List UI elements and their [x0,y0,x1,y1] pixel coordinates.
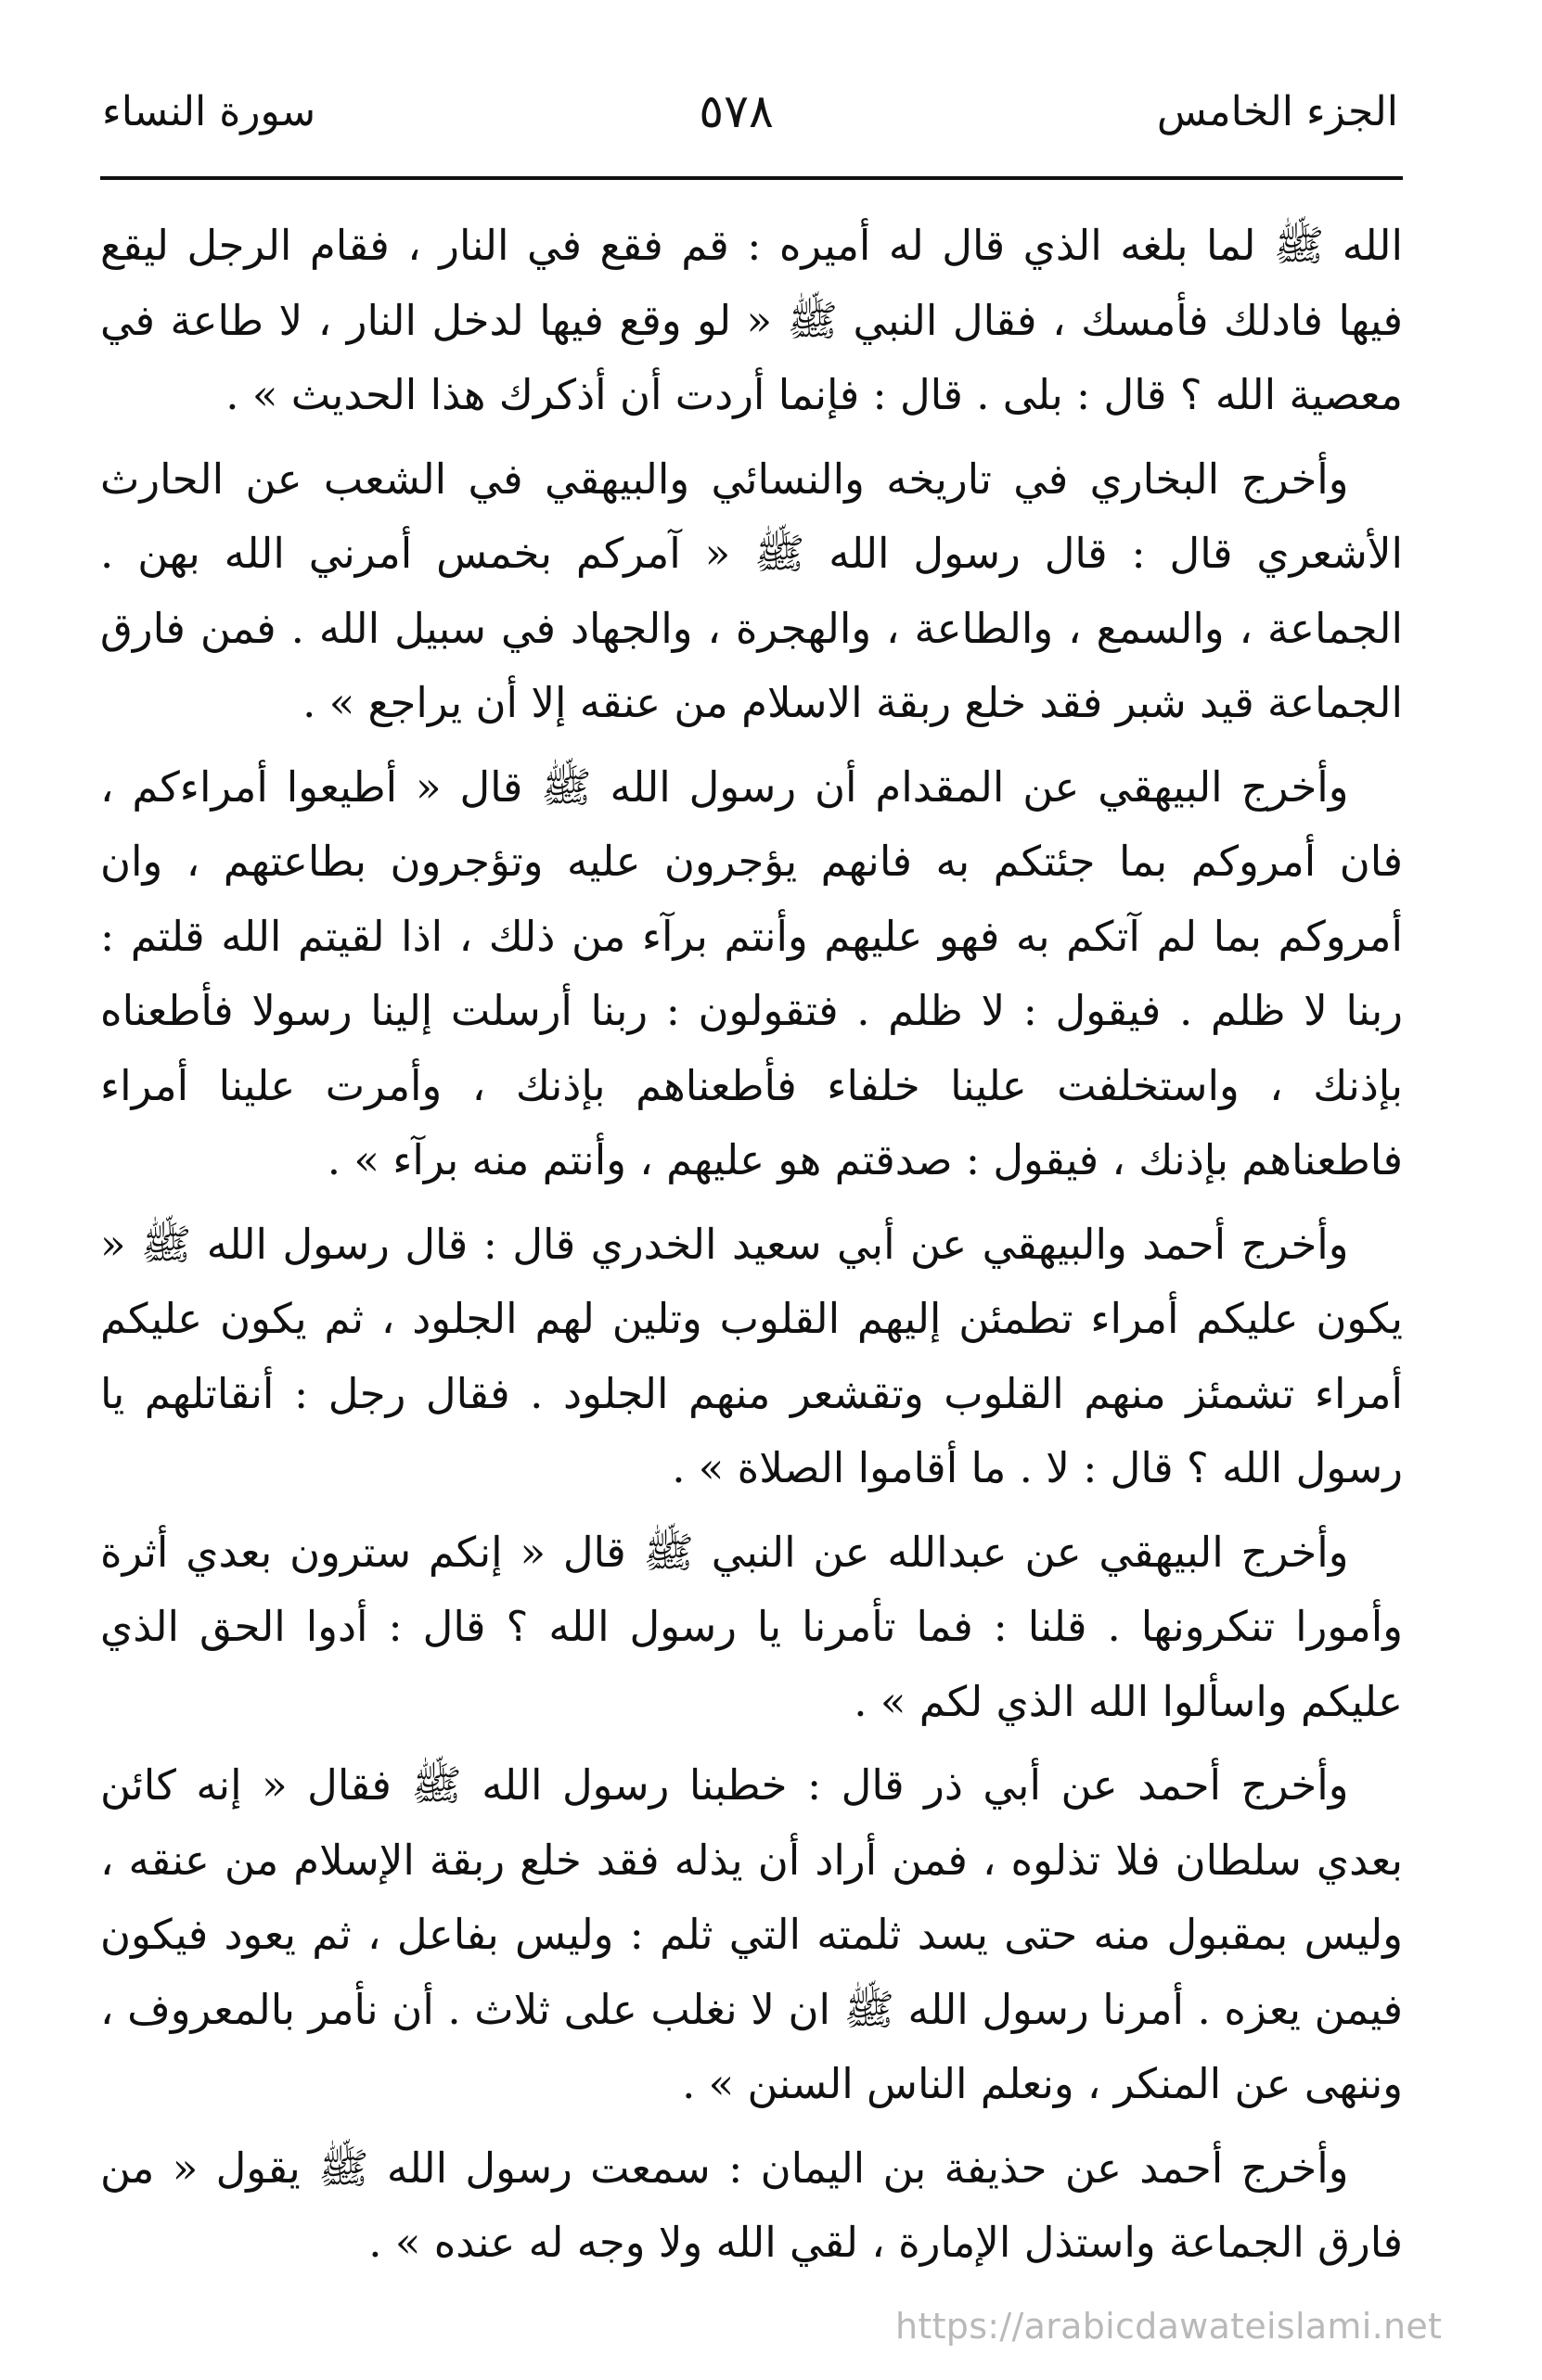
header-divider [100,176,1403,180]
page-body [100,209,1403,2290]
paragraph: وأخرج البيهقي عن عبدالله عن النبي ﷺ قال « إنكم سترون بعدي أثرة وأمورا تنكرونها . قلنا : فما تأمرنا يا رسول الله ؟ قال : أدوا الحق الذي عليكم واسألوا الله الذي لكم » . [100,1527,1403,1726]
paragraph: وأخرج أحمد والبيهقي عن أبي سعيد الخدري قال : قال رسول الله ﷺ « يكون عليكم أمراء تطمئن إليهم القلوب وتلين لهم الجلود ، ثم يكون عليكم أمراء تشمئز منهم القلوب وتقشعر منهم الجلود . فقال رجل : أنقاتلهم يا رسول الله ؟ قال : لا . ما أقاموا الصلاة » . [100,1219,1403,1492]
paragraph: وأخرج أحمد عن أبي ذر قال : خطبنا رسول الله ﷺ فقال « إنه كائن بعدي سلطان فلا تذلوه ، فمن أراد أن يذله فقد خلع ربقة الإسلام من عنقه ، وليس بمقبول منه حتى يسد ثلمته التي ثلم : وليس بفاعل ، ثم يعود فيكون فيمن يعزه . أمرنا رسول الله ﷺ ان لا نغلب على ثلاث . أن نأمر بالمعروف ، وننهى عن المنكر ، ونعلم الناس السنن » . [100,1760,1403,2108]
paragraph: وأخرج البخاري في تاريخه والنسائي والبيهقي في الشعب عن الحارث الأشعري قال : قال رسول الله ﷺ « آمركم بخمس أمرني الله بهن . الجماعة ، والسمع ، والطاعة ، والهجرة ، والجهاد في سبيل الله . فمن فارق الجماعة قيد شبر فقد خلع ربقة الاسلام من عنقه إلا أن يراجع » . [100,454,1403,727]
paragraph-continued: الله ﷺ لما بلغه الذي قال له أميره : قم فقع في النار ، فقام الرجل ليقع فيها فادلك فأمسك ، فقال النبي ﷺ « لو وقع فيها لدخل النار ، لا طاعة في معصية الله ؟ قال : بلى . قال : فإنما أردت أن أذكرك هذا الحديث » . [100,221,1403,419]
paragraph: وأخرج البيهقي عن المقدام أن رسول الله ﷺ قال « أطيعوا أمراءكم ، فان أمروكم بما جئتكم به فانهم يؤجرون عليه وتؤجرون بطاعتهم ، وان أمروكم بما لم آتكم به فهو عليهم وأنتم برآء من ذلك ، اذا لقيتم الله قلتم : ربنا لا ظلم . فيقول : لا ظلم . فتقولون : ربنا أرسلت إلينا رسولا فأطعناه بإذنك ، واستخلفت علينا خلفاء فأطعناهم بإذنك ، وأمرت علينا أمراء فاطعناهم بإذنك ، فيقول : صدقتم هو عليهم ، وأنتم منه برآء » . [100,761,1403,1184]
watermark-url: https://arabicdawateislami.net [895,2306,1443,2347]
page-header [102,74,1398,148]
juz-label: الجزء الخامس [1156,87,1398,135]
surah-label: سورة النساء [102,87,316,135]
paragraph: وأخرج أحمد عن حذيفة بن اليمان : سمعت رسول الله ﷺ يقول « من فارق الجماعة واستذل الإمارة ، لقي الله ولا وجه له عنده » . [100,2143,1403,2267]
page-number: ٥٧٨ [699,84,774,138]
